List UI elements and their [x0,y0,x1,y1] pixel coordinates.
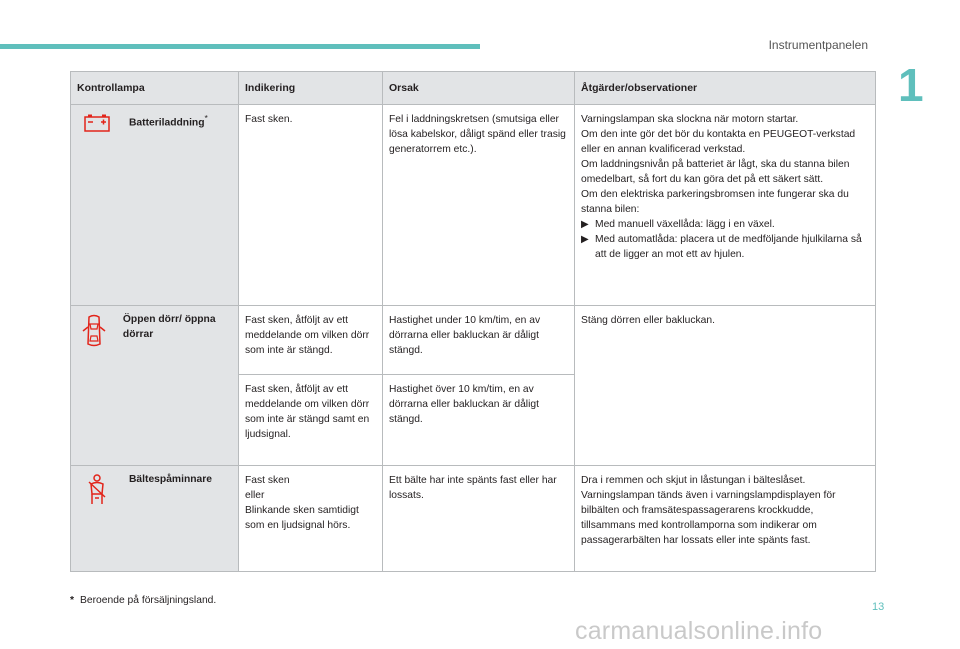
indication-line: Blinkande sken samtidigt som en ljudsignal hörs. [245,505,359,531]
table-row-belt [71,466,876,572]
column-header: Orsak [383,72,575,105]
watermark: carmanualsonline.info [575,617,823,645]
header-accent-bar [0,44,480,49]
warning-lamp-table [70,71,876,572]
lamp-label: Batteriladdning* [129,113,208,129]
cause-cell: Hastighet över 10 km/tim, en av dörrarna eller bakluckan är dåligt stängd. [383,375,575,466]
action-bullet: ▶ Med automatlåda: placera ut de medföljande hjulkilarna så att de ligger an mot ett av hjulen. [581,234,862,260]
lamp-label: Öppen dörr/ öppna dörrar [122,314,216,340]
column-header: Kontrollampa [71,72,239,105]
cause-cell: Ett bälte har inte spänts fast eller har lossats. [383,466,575,572]
battery-warning-icon [71,105,123,136]
indication-cell: Fast sken, åtföljt av ett meddelande om vilken dörr som inte är stängd. [239,306,383,375]
table-row-door [71,306,876,375]
indication-cell: Fast sken, åtföljt av ett meddelande om vilken dörr som inte är stängd samt en ljudsignal. [239,375,383,466]
seatbelt-warning-icon [71,466,123,506]
indication-line: eller [245,490,265,501]
arrow-bullet-icon: ▶ [581,219,589,230]
action-line: Varningslampan ska slockna när motorn startar. [581,114,799,125]
chapter-number: 1 [898,59,924,111]
lamp-cell [71,306,239,466]
action-bullet: ▶ Med manuell växellåda: lägg i en växel. [581,219,775,230]
lamp-cell [71,466,239,572]
cause-cell: Fel i laddningskretsen (smutsiga eller lösa kabelskor, dåligt spänd eller trasig generatorrem etc.). [383,105,575,306]
column-header: Åtgärder/observationer [575,72,876,105]
indication-line: Fast sken [245,475,290,486]
open-door-warning-icon [71,306,117,348]
arrow-bullet-icon: ▶ [581,234,589,245]
lamp-cell [71,105,239,306]
action-cell [575,105,876,306]
indication-cell: Fast sken. [239,105,383,306]
cause-cell: Hastighet under 10 km/tim, en av dörrarna eller bakluckan är dåligt stängd. [383,306,575,375]
page-number: 13 [872,601,885,613]
action-cell: Dra i remmen och skjut in låstungan i bälteslåset. Varningslampan tänds även i varningslampdisplayen för bilbälten och framsätespassagerarens krockkudde, tillsammans med kontrollamporna som indikerar om passagerarbälten har lossats eller inte spänts fast. [575,466,876,572]
action-line: Om den inte gör det bör du kontakta en PEUGEOT-verkstad eller en annan kvalificerad verkstad. [581,129,856,155]
action-cell: Stäng dörren eller bakluckan. [575,306,876,466]
column-header: Indikering [239,72,383,105]
action-line: Om laddningsnivån på batteriet är lågt, ska du stanna bilen omedelbart, så fort du kan göra det på ett säkert sätt. [581,159,850,185]
lamp-label: Bältespåminnare [129,474,212,485]
footnote: * Beroende på försäljningsland. [70,595,217,606]
section-title: Instrumentpanelen [768,38,868,52]
indication-cell [239,466,383,572]
action-line: Om den elektriska parkeringsbromsen inte fungerar ska du stanna bilen: [581,189,849,215]
table-row-battery [71,105,876,306]
table-header-row [71,72,876,105]
